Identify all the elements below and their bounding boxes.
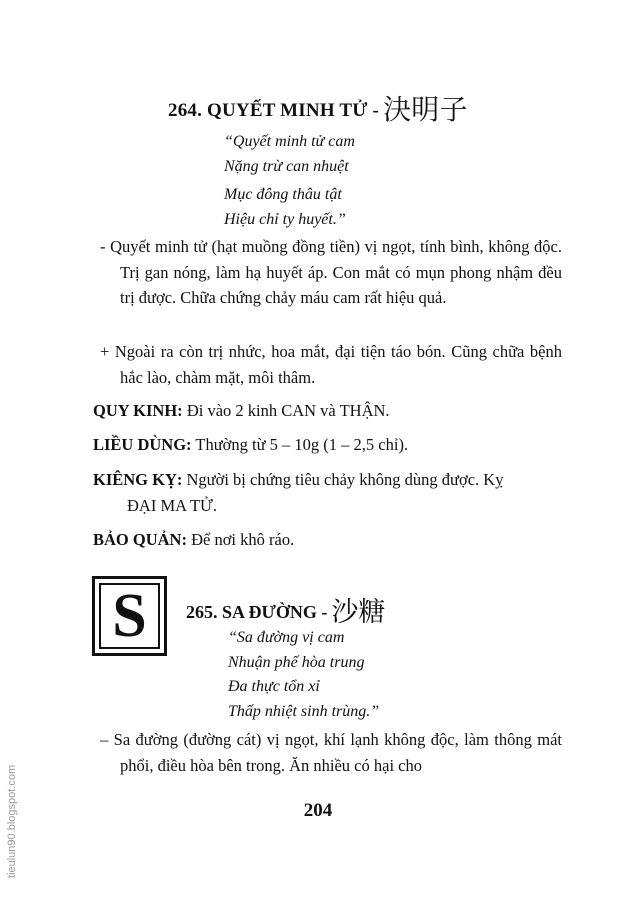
entry-264-verse xyxy=(224,130,355,232)
lieu-dung-field xyxy=(93,432,545,458)
lieu-dung-label: LIỀU DÙNG: xyxy=(93,435,192,454)
verse-line: Đa thực tổn xỉ xyxy=(228,678,320,695)
kieng-ky-continuation: ĐẠI MA TỬ. xyxy=(127,495,217,515)
lieu-dung-value: Thường từ 5 – 10g (1 – 2,5 chỉ). xyxy=(195,435,409,454)
entry-264-additional-uses: + Ngoài ra còn trị nhức, hoa mắt, đại tiện táo bón. Cũng chữa bệnh hắc lào, chàm mặt, môi thâm. xyxy=(100,342,562,387)
entry-265-verse xyxy=(228,626,379,724)
entry-264-title xyxy=(168,88,468,128)
verse-line: Nặng trừ can nhuệt xyxy=(224,157,349,175)
entry-265-description: – Sa đường (đường cát) vị ngọt, khí lạnh không độc, làm thông mát phổi, điều hòa bên trong. Ăn nhiều có hại cho xyxy=(100,730,562,775)
entry-264-title-han: 決明子 xyxy=(383,95,468,126)
page-number: 204 xyxy=(303,800,333,821)
verse-line: Hiệu chỉ ty huyết.” xyxy=(224,210,346,228)
bao-quan-field xyxy=(93,527,545,553)
entry-264-title-text: 264. QUYẾT MINH TỬ - xyxy=(168,100,380,121)
entry-265-title xyxy=(186,590,385,629)
section-letter-box xyxy=(92,576,167,656)
verse-line: Nhuận phế hòa trung xyxy=(228,653,365,671)
verse-line: “Sa đường vị cam xyxy=(228,629,345,646)
section-letter: S xyxy=(99,583,160,649)
kieng-ky-field xyxy=(93,467,545,518)
entry-264-description: - Quyết minh tử (hạt muồng đồng tiền) vị ngọt, tính bình, không độc. Trị gan nóng, làm hạ huyết áp. Con mắt có mụn phong nhậm đều trị được. Chữa chứng chảy máu cam rất hiệu quả. xyxy=(100,237,562,307)
kieng-ky-label: KIÊNG KỴ: xyxy=(93,470,183,489)
quy-kinh-field xyxy=(93,398,545,424)
entry-265-title-text: 265. SA ĐƯỜNG - xyxy=(186,602,328,622)
blog-watermark: tieulun90.blogspot.com xyxy=(6,764,18,878)
verse-line: “Quyết minh tử cam xyxy=(224,133,355,150)
bao-quan-label: BẢO QUẢN: xyxy=(93,530,187,549)
quy-kinh-value: Đi vào 2 kinh CAN và THẬN. xyxy=(186,401,390,420)
verse-line: Mục đông thâu tật xyxy=(224,186,342,203)
verse-line: Thấp nhiệt sinh trùng.” xyxy=(228,702,380,720)
entry-265-title-han: 沙糖 xyxy=(331,597,386,627)
kieng-ky-value: Người bị chứng tiêu chảy không dùng được. Kỵ xyxy=(186,470,504,489)
quy-kinh-label: QUY KINH: xyxy=(93,401,183,420)
bao-quan-value: Để nơi khô ráo. xyxy=(191,530,295,549)
